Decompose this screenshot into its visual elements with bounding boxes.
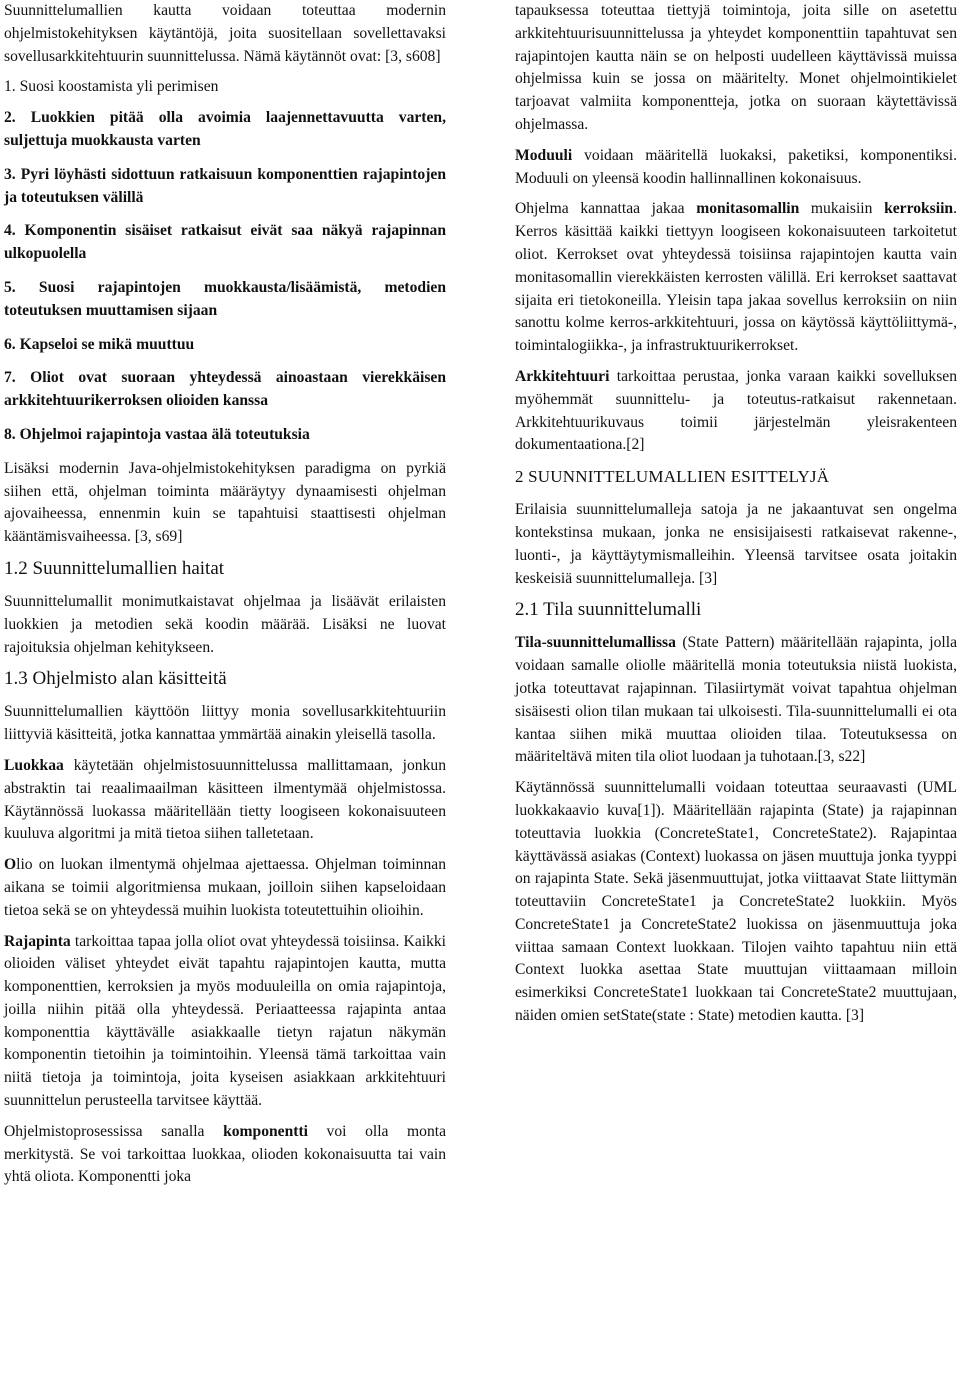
arkkitehtuuri-text: tarkoittaa perustaa, jonka varaan kaikki sovelluksen myöhemmät suunnittelu- ja toteutus-ratkaisut rakennetaan. Arkkitehtuurikuvaus toimii järjestelmän yleisrakenteen dokumentaationa.[2] [515, 367, 957, 454]
arkkitehtuuri-term: Arkkitehtuuri [515, 367, 610, 385]
tila-text: (State Pattern) määritellään rajapinta, jolla voidaan samalle oliolle määritellä monia toteutuksia niistä luokista, jotka toteuttavat rajapinnan. Tilasiirtymät voivat tapahtua ohjelman sisäisesti olion tilan mukaan tai ulkoisesti. Tila-suunnittelumalli ei ota kantaa siihen mikä muuttaa olioiden tilaa. Toteutuksessa on määriteltävä miten tila oliot luodaan ja tuhotaan.[3, s22] [515, 634, 957, 766]
komponentti-text: voi olla monta merkitystä. Se voi tarkoittaa luokkaa, olioden kokonaisuutta tai vain yhtä oliota. Komponentti joka [4, 1122, 447, 1186]
right-column [515, 0, 957, 1036]
heading-tila: 2.1 Tila suunnittelumalli [515, 599, 702, 621]
kasitteet-paragraph: Suunnittelumallien käyttöön liittyy monia sovellusarkkitehtuuriin liittyviä käsitteitä, jotka kannattaa ymmärtää ainakin yleisellä tasolla. [4, 703, 446, 744]
luokka-paragraph [4, 755, 446, 846]
practice-item-6: 6. Kapseloi se mikä muuttuu [4, 335, 195, 353]
left-column [4, 0, 446, 1197]
arkkitehtuuri-paragraph [515, 366, 957, 457]
moduuli-text: voidaan määritellä luokaksi, paketiksi, komponentiksi. Moduuli on yleensä koodin hallinnallinen kokonaisuus. [515, 146, 957, 187]
heading-section-2: 2 SUUNNITTELUMALLIEN ESITTELYJÄ [515, 467, 830, 487]
heading-kasitteet: 1.3 Ohjelmisto alan käsitteitä [4, 668, 227, 690]
tila-paragraph [515, 632, 957, 769]
olio-term-initial: O [4, 856, 17, 874]
kerros-pre: Ohjelma kannattaa jakaa [515, 200, 697, 218]
kerros-term-kerroksiin: kerroksiin [884, 200, 954, 218]
rajapinta-text: tarkoittaa tapaa jolla oliot ovat yhteydessä toisiinsa. Kaikki olioiden väliset yhteydet eivät tapahtu rajapintojen kautta, mutta komponenttien, kerroksien ja myös moduuleilla on omia rajapintoja, joilla niihin pitää olla yhteydessä. Periaatteessa rajapinta antaa komponenttia käyttävälle asiakkaalle tietyn rajatun näkymän komponentin tietoihin ja toimintoihin. Yleensä tämä tarkoittaa vain niitä tietoja ja toimintoja, joita kyseisen asiakkaan arkkitehtuuri suunnittelun perusteella tarvitsee käyttää. [4, 932, 446, 1110]
practice-item-4: 4. Komponentin sisäiset ratkaisut eivät saa näkyä rajapinnan ulkopuolella [4, 222, 446, 263]
kaytannossa-paragraph: Käytännössä suunnittelumalli voidaan toteuttaa seuraavasti (UML luokkakaavio kuva[1]). Määritellään rajapinta (State) ja rajapinnan toteuttavia luokkia (ConcreteState1, ConcreteState2). Rajapintaa käyttävässä asiakas (Context) luokassa on jäsen muuttuja jonka tyyppi on rajapinta State. Sekä jäsenmuuttujat, jotka viittaavat State liittymän toteuttaviin ConcreteState1 ja ConcreteState2 luokkiin. Myös ConcreteState1 ja ConcreteState2 luokissa on jäsenmuuttuja joka viittaa samaan Context luokkaan. Tilojen vaihto tapahtuu niin että Context luokka asettaa State muuttujan viittaamaan milloin esimerkiksi ConcreteState1 luokkaan tai ConcreteState2 muuttujaan, näiden omien setState(state : State) metodien kautta. [3] [515, 779, 957, 1025]
practice-item-8: 8. Ohjelmoi rajapintoja vastaa älä toteutuksia [4, 425, 310, 443]
tila-term: Tila-suunnittelumallissa [515, 634, 676, 652]
luokka-term: Luokkaa [4, 756, 64, 774]
kerros-mid: mukaisiin [799, 200, 885, 218]
heading-haitat: 1.2 Suunnittelumallien haitat [4, 557, 225, 579]
rajapinta-paragraph [4, 931, 446, 1113]
section2-paragraph: Erilaisia suunnittelumalleja satoja ja ne jakaantuvat sen ongelma kontekstinsa mukaan, jonka ne ensisijaisesti ratkaisevat rakenne-, luonti-, ja käyttäytymismalleihin. Yleensä tarvitsee osata joitakin keskeisiä suunnittelumalleja. [3] [515, 501, 957, 587]
kerros-paragraph [515, 198, 957, 358]
intro-paragraph: Suunnittelumallien kautta voidaan toteuttaa modernin ohjelmistokehityksen käytäntöjä, joita suositellaan sovellettavaksi sovellusarkkitehtuurin suunnittelussa. Nämä käytännöt ovat: [3, s608] [4, 2, 446, 65]
moduuli-term: Moduuli [515, 146, 573, 164]
komponentti-term: komponentti [223, 1122, 308, 1140]
kerros-text: . Kerros käsittää kaikki tiettyyn loogiseen kokonaisuuteen tarkoitetut oliot. Kerrokset ovat yhteydessä toisiinsa rajapintojen kautta vain monitasomallin vierekkäisten kerrosten välillä. Eri kerrokset saattavat sijaita eri tietokoneilla. Yleisin tapa jakaa sovellus kerroksiin on niin sanottu kolme kerros-arkkitehtuuri, jossa on käytössä käyttöliittymä-, toimintalogiikka-, ja infrastruktuurikerrokset. [515, 200, 957, 355]
haitat-paragraph: Suunnittelumallit monimutkaistavat ohjelmaa ja lisäävät erilaisten luokkien ja metodien sekä koodin määrää. Lisäksi ne luovat rajoituksia ohjelman kehitykseen. [4, 592, 446, 656]
olio-paragraph [4, 854, 446, 922]
luokka-text: käytetään ohjelmistosuunnittelussa mallittamaan, jonkun abstraktin tai reaalimaailman käsitteen ilmentymää ohjelmistossa. Käytännössä luokassa määritellään tietty loogiseen kokonaisuuteen kuuluva algoritmi ja mitä tietoa siihen talletetaan. [4, 756, 446, 843]
practice-item-7: 7. Oliot ovat suoraan yhteydessä ainoastaan vierekkäisen arkkitehtuurikerroksen olioiden kanssa [4, 369, 446, 410]
olio-term-rest: lio [16, 856, 33, 874]
komponentti-pre: Ohjelmistoprosessissa sanalla [4, 1122, 224, 1140]
komponentti-paragraph [4, 1121, 446, 1189]
olio-text: on luokan ilmentymä ohjelmaa ajettaessa. Ohjelman toiminnan aikana se toimii algoritmiensa mukaan, joilloin siihen kapseloidaan tietoa sekä se on yhteydessä muihin luokista toteutettuihin olioihin. [4, 856, 446, 919]
rajapinta-term: Rajapinta [4, 932, 71, 950]
moduuli-paragraph [515, 145, 957, 191]
practice-item-5: 5. Suosi rajapintojen muokkausta/lisäämistä, metodien toteutuksen muuttamisen sijaan [4, 278, 446, 319]
practice-item-1: 1. Suosi koostamista yli perimisen [4, 78, 219, 96]
komponentti-continued: tapauksessa toteuttaa tiettyjä toimintoja, joita sille on asetettu arkkitehtuurisuunnittelussa ja yhteydet komponenttiin tapahtuvat sen rajapintojen kautta näin se on helposti uudelleen käyttävissä muissa ohjelmissa kuin se jossa on määritelty. Monet ohjelmointikielet tarjoavat valmiita komponentteja, jotka on suoraan käytettävissä ohjelmassa. [515, 2, 957, 133]
java-paragraph: Lisäksi modernin Java-ohjelmistokehityksen paradigma on pyrkiä siihen että, ohjelman toiminta määräytyy dynaamisesti ohjelman ajovaiheessa, ennenmin kuin se tapahtuisi staattisesti ohjelman kääntämisvaiheessa. [3, s69] [4, 459, 446, 546]
kerros-term-monitaso: monitasomallin [696, 200, 800, 218]
practice-item-2: 2. Luokkien pitää olla avoimia laajennettavuutta varten, suljettuja muokkausta varten [4, 109, 446, 149]
practice-item-3: 3. Pyri löyhästi sidottuun ratkaisuun komponenttien rajapintojen ja toteutuksen välillä [4, 165, 446, 206]
